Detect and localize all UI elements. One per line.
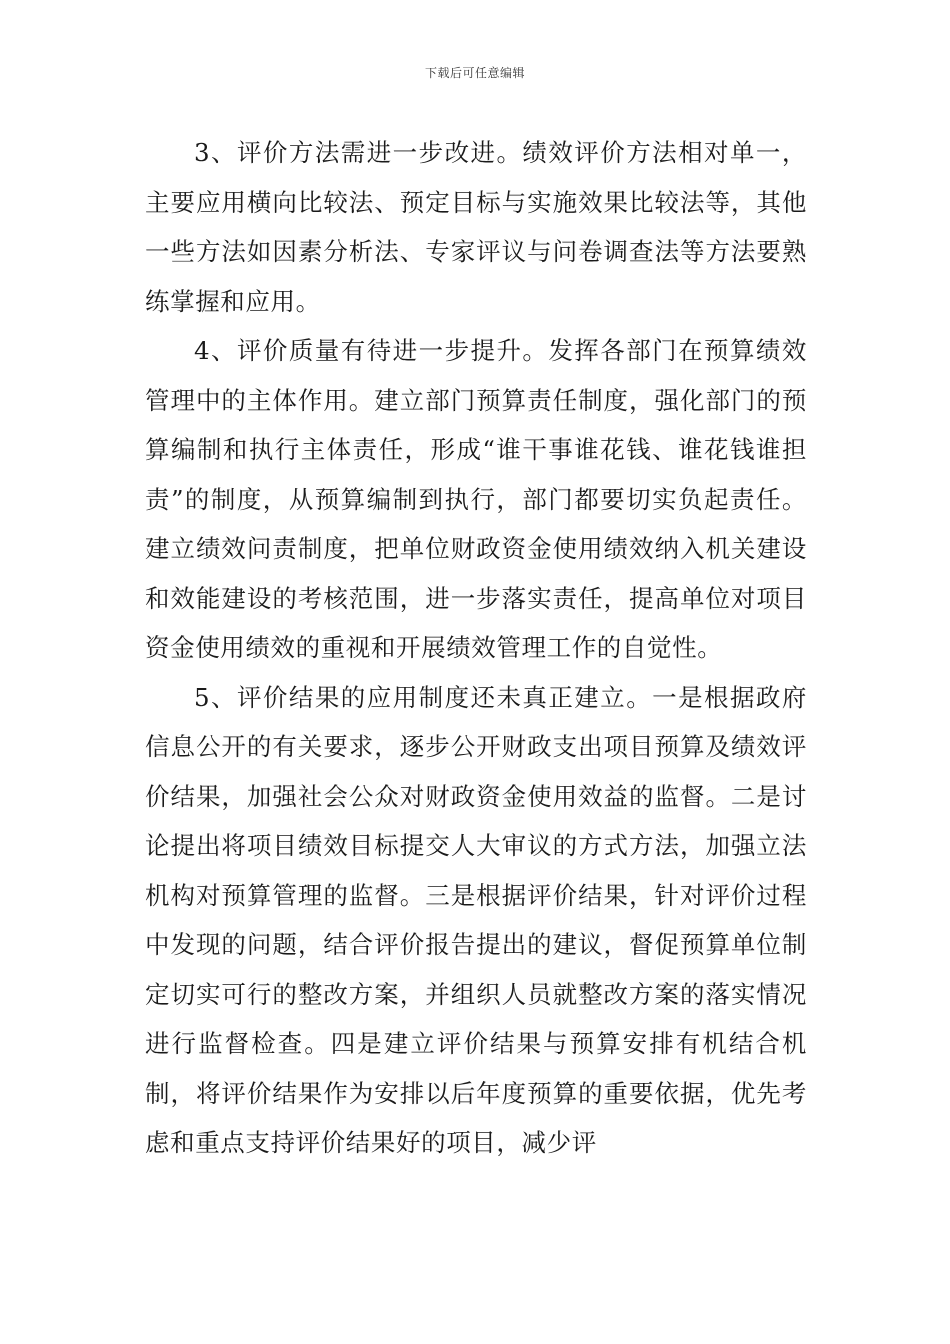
paragraph-evaluation-quality: 4、评价质量有待进一步提升。发挥各部门在预算绩效管理中的主体作用。建立部门预算责任制度，强化部门的预算编制和执行主体责任，形成“谁干事谁花钱、谁花钱谁担责”的制度，从预算编制到执行，部门都要切实负起责任。建立绩效问责制度，把单位财政资金使用绩效纳入机关建设和效能建设的考核范围，进一步落实责任，提高单位对项目资金使用绩效的重视和开展绩效管理工作的自觉性。 — [145, 336, 807, 662]
document-body — [145, 128, 807, 1168]
page-header-note: 下载后可任意编辑 — [424, 66, 525, 80]
paragraph-evaluation-results: 5、评价结果的应用制度还未真正建立。一是根据政府信息公开的有关要求，逐步公开财政支出项目预算及绩效评价结果，加强社会公众对财政资金使用效益的监督。二是讨论提出将项目绩效目标提交人大审议的方式方法，加强立法机构对预算管理的监督。三是根据评价结果，针对评价过程中发现的问题，结合评价报告提出的建议，督促预算单位制定切实可行的整改方案，并组织人员就整改方案的落实情况进行监督检查。四是建立评价结果与预算安排有机结合机制，将评价结果作为安排以后年度预算的重要依据，优先考虑和重点支持评价结果好的项目，减少评 — [145, 682, 807, 1157]
paragraph-evaluation-method: 3、评价方法需进一步改进。绩效评价方法相对单一，主要应用横向比较法、预定目标与实施效果比较法等，其他一些方法如因素分析法、专家评议与问卷调查法等方法要熟练掌握和应用。 — [145, 138, 807, 316]
